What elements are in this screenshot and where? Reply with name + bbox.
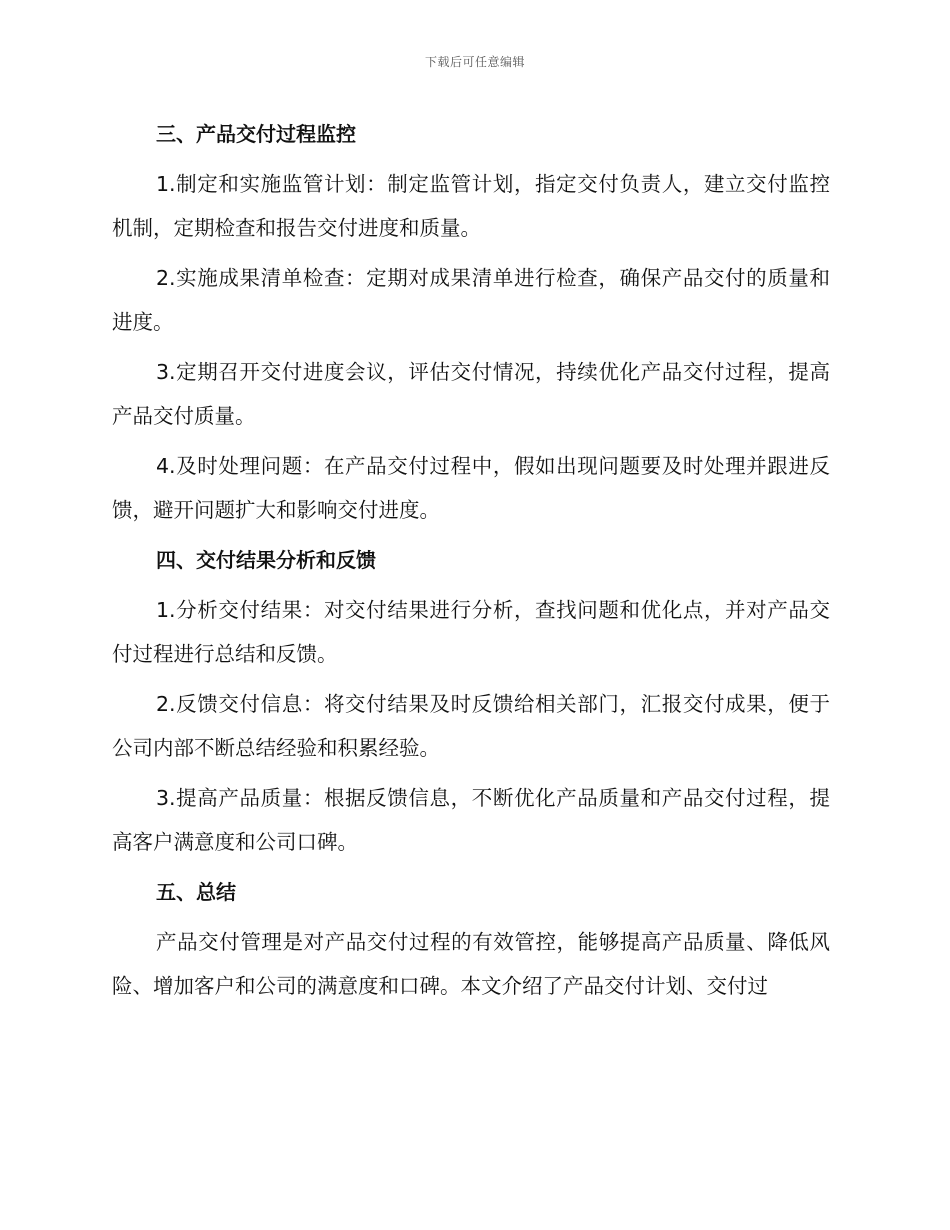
paragraph: 2.实施成果清单检查：定期对成果清单进行检查，确保产品交付的质量和进度。: [112, 266, 830, 334]
paragraph: 1.分析交付结果：对交付结果进行分析，查找问题和优化点，并对产品交付过程进行总结和反馈。: [112, 598, 830, 666]
paragraph: 4.及时处理问题：在产品交付过程中，假如出现问题要及时处理并跟进反馈，避开问题扩大和影响交付进度。: [112, 454, 830, 522]
section-heading-summary: 五、总结: [156, 880, 236, 904]
paragraph: 产品交付管理是对产品交付过程的有效管控，能够提高产品质量、降低风险、增加客户和公司的满意度和口碑。本文介绍了产品交付计划、交付过: [112, 930, 830, 998]
paragraph: 2.反馈交付信息：将交付结果及时反馈给相关部门，汇报交付成果，便于公司内部不断总结经验和积累经验。: [112, 692, 830, 760]
page-header-note: 下载后可任意编辑: [424, 55, 525, 69]
section-heading-analysis: 四、交付结果分析和反馈: [156, 548, 376, 572]
section-heading-monitoring: 三、产品交付过程监控: [156, 122, 356, 146]
document-body: [112, 112, 830, 1014]
paragraph: 3.提高产品质量：根据反馈信息，不断优化产品质量和产品交付过程，提高客户满意度和公司口碑。: [112, 786, 830, 854]
paragraph: 1.制定和实施监管计划：制定监管计划，指定交付负责人，建立交付监控机制，定期检查和报告交付进度和质量。: [112, 172, 830, 240]
paragraph: 3.定期召开交付进度会议，评估交付情况，持续优化产品交付过程，提高产品交付质量。: [112, 360, 830, 428]
